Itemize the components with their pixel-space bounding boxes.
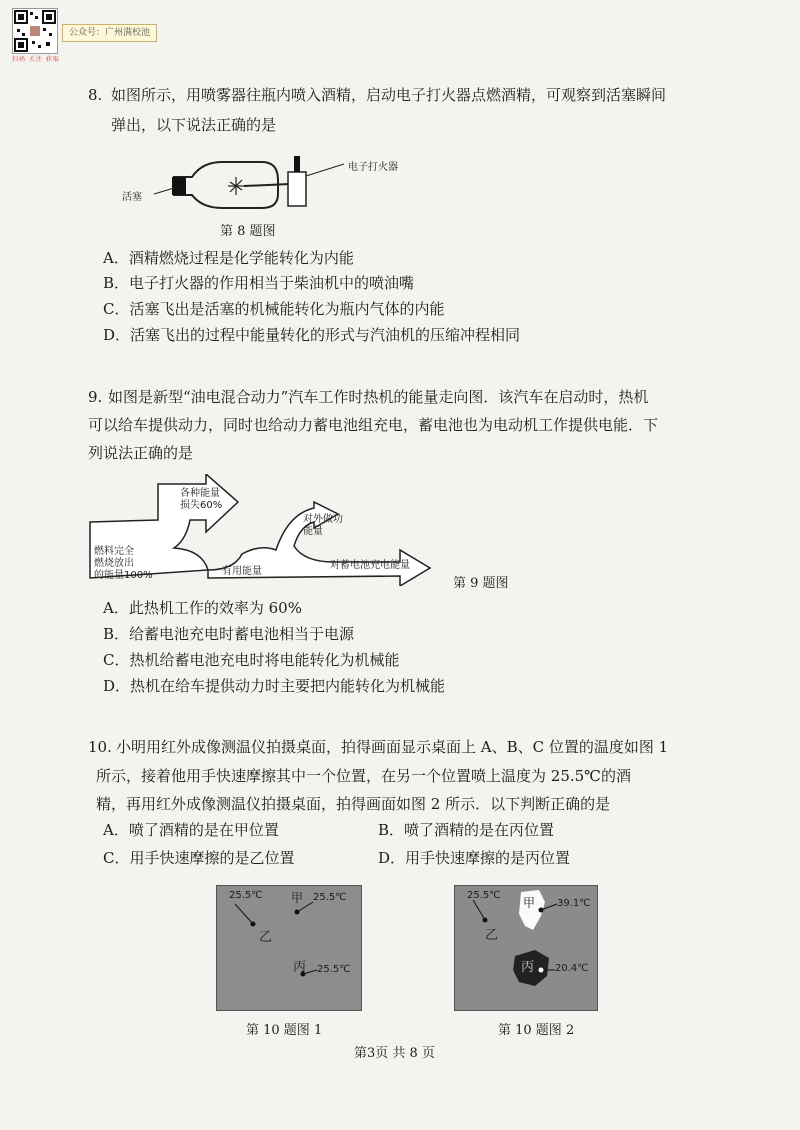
q9-stem-line2: 可以给车提供动力，同时也给动力蓄电池组充电，蓄电池也为电动机工作提供电能．下 — [88, 416, 659, 434]
fig2-temp-jia: 39.1℃ — [557, 898, 591, 909]
q8-option-b: B．电子打火器的作用相当于柴油机中的喷油嘴 — [103, 274, 415, 292]
igniter-body — [288, 172, 306, 206]
q9-option-d: D．热机在给车提供动力时主要把内能转化为机械能 — [103, 677, 446, 695]
q9-fuel-label — [94, 546, 153, 582]
q10-option-d: D．用手快速摩擦的是丙位置 — [378, 849, 571, 867]
fig1-label-bing: 丙 — [293, 960, 307, 975]
igniter-wire — [244, 184, 290, 186]
q10-figure2-caption: 第 10 题图 2 — [498, 1023, 575, 1038]
fig2-point-jia — [539, 908, 544, 913]
q8-figure-caption: 第 8 题图 — [220, 224, 276, 239]
q9-loss-label-line1: 各种能量 — [180, 488, 220, 499]
q9-loss-label — [180, 488, 222, 512]
qr-caption: 扫码 关注 获取 — [12, 56, 60, 63]
q10-thermal-image-1 — [216, 885, 362, 1011]
q8-label-piston: 活塞 — [122, 192, 142, 203]
q9-work-label-line2: 能量 — [303, 526, 323, 537]
fig2-temp-bing: 20.4℃ — [555, 963, 589, 974]
qr-code-icon — [13, 9, 57, 53]
q9-fuel-label-line1: 燃料完全 — [94, 546, 134, 557]
spark-icon — [228, 177, 244, 195]
q9-fuel-label-line2: 燃烧放出 — [94, 558, 134, 569]
fig1-label-jia: 甲 — [291, 891, 304, 905]
igniter-button — [294, 156, 300, 172]
q9-figure-caption: 第 9 题图 — [453, 576, 509, 591]
piston-plug — [172, 177, 186, 195]
q8-option-c: C．活塞飞出是活塞的机械能转化为瓶内气体的内能 — [103, 300, 445, 318]
q10-stem-line2: 所示，接着他用手快速摩擦其中一个位置，在另一个位置喷上温度为 25.5℃的酒 — [96, 767, 631, 785]
q9-loss-label-line2: 损失60% — [180, 500, 223, 511]
q10-number: 10. — [88, 738, 112, 756]
q9-number: 9. — [88, 388, 103, 406]
fig1-temp-yi: 25.5℃ — [229, 890, 263, 901]
q10-option-c: C．用手快速摩擦的是乙位置 — [103, 849, 295, 867]
igniter-leader-line — [306, 164, 344, 176]
q9-stem-line3: 列说法正确的是 — [88, 444, 194, 462]
page-number: 第3页 共 8 页 — [354, 1046, 435, 1061]
fig2-label-jia: 甲 — [523, 896, 536, 910]
q10-figure1-caption: 第 10 题图 1 — [246, 1023, 323, 1038]
q10-stem-line3: 精，再用红外成像测温仪拍摄桌面，拍得画面如图 2 所示．以下判断正确的是 — [96, 795, 611, 813]
fig1-point-yi — [251, 922, 256, 927]
fig2-leader-yi — [473, 900, 485, 920]
fig2-label-bing: 丙 — [521, 960, 535, 975]
q8-option-a: A．酒精燃烧过程是化学能转化为内能 — [103, 249, 354, 267]
q9-option-a: A．此热机工作的效率为 60% — [103, 599, 302, 617]
q8-number: 8. — [88, 86, 103, 104]
q9-work-label-line1: 对外做功 — [303, 514, 343, 525]
q9-option-b: B．给蓄电池充电时蓄电池相当于电源 — [103, 625, 355, 643]
fig1-leader-yi — [235, 904, 253, 924]
fig2-point-bing — [539, 968, 544, 973]
fig2-temp-yi: 25.5℃ — [467, 890, 501, 901]
fig1-temp-bing: 25.5℃ — [317, 964, 351, 975]
q10-option-a: A．喷了酒精的是在甲位置 — [103, 821, 279, 839]
q9-useful-label: 有用能量 — [222, 566, 262, 577]
q9-option-c: C．热机给蓄电池充电时将电能转化为机械能 — [103, 651, 400, 669]
fig1-temp-jia: 25.5℃ — [313, 892, 347, 903]
q10-stem-line1: 小明用红外成像测温仪拍摄桌面，拍得画面显示桌面上 A、B、C 位置的温度如图 1 — [116, 738, 669, 756]
fig2-point-yi — [483, 918, 488, 923]
fig1-label-yi: 乙 — [259, 930, 273, 945]
fig1-point-jia — [295, 910, 300, 915]
q8-option-d: D．活塞飞出的过程中能量转化的形式与汽油机的压缩冲程相同 — [103, 326, 521, 344]
q10-option-b: B．喷了酒精的是在丙位置 — [378, 821, 555, 839]
q9-fuel-label-line3: 的能量100% — [94, 570, 153, 581]
q9-work-label — [303, 514, 343, 538]
q9-charge-label: 对蓄电池充电能量 — [330, 560, 410, 571]
q9-stem-line1: 如图是新型“油电混合动力”汽车工作时热机的能量走向图．该汽车在启动时，热机 — [108, 388, 649, 406]
q8-label-igniter: 电子打火器 — [348, 162, 398, 173]
fig2-label-yi: 乙 — [485, 928, 499, 943]
q8-stem-line1: 如图所示，用喷雾器往瓶内喷入酒精，启动电子打火器点燃酒精，可观察到活塞瞬间 — [111, 86, 667, 104]
wechat-label: 公众号：广州满校池 — [62, 24, 157, 42]
qr-code — [12, 8, 58, 54]
piston-leader-line — [154, 188, 174, 194]
q8-stem-line2: 弹出，以下说法正确的是 — [111, 116, 277, 134]
q10-thermal-image-2 — [454, 885, 598, 1011]
